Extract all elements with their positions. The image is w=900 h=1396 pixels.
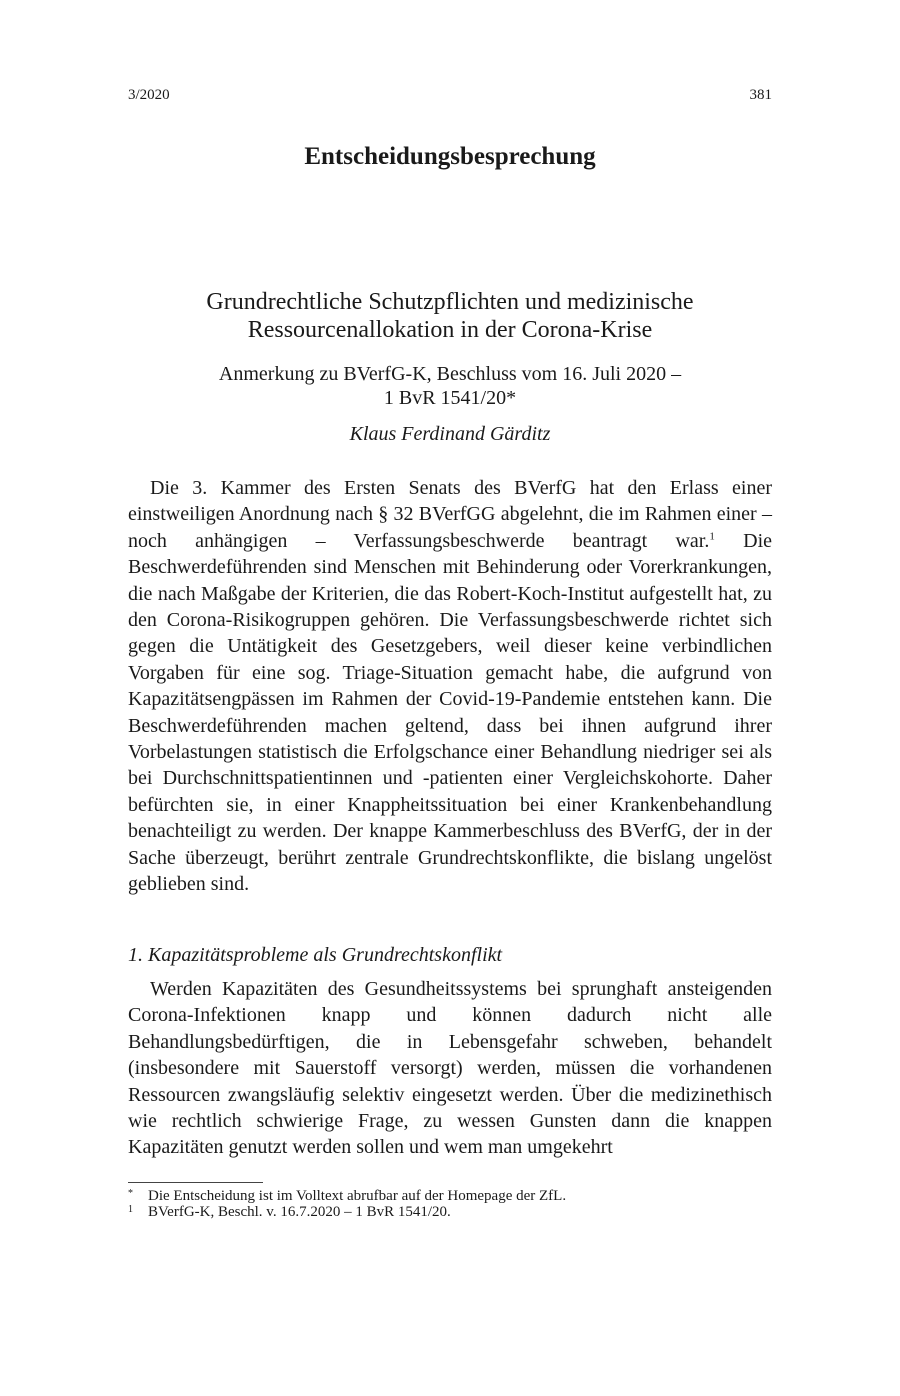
footnote-1 (128, 1204, 772, 1220)
footnote-star (128, 1188, 772, 1204)
running-header (128, 87, 772, 104)
author-name: Klaus Ferdinand Gärditz (349, 423, 551, 445)
footnotes (128, 1188, 772, 1220)
body-paragraph-2 (128, 976, 772, 1161)
paragraph-1-text-b: Die Beschwerdeführenden sind Menschen mit Behinderung oder Vorerkrankungen, die nach Maßgabe der Kriterien, die das Robert-Koch-Institut aufgestellt hat, zu den Corona-Risikogruppen gehören. Die Verfassungsbeschwerde richtet sich gegen die Untätigkeit des Gesetzgebers, weil dieser keine verbindlichen Vorgaben für eine sog. Triage-Situation gemacht habe, die aufgrund von Kapazitätsengpässen im Rahmen der Covid-19-Pandemie entstehen kann. Die Beschwerdeführenden machen geltend, dass bei ihnen aufgrund ihrer Vorbelastungen statistisch die Erfolgschance einer Behandlung niedriger sei als bei Durchschnittspatientinnen und -patienten einer Vergleichskohorte. Daher befürchten sie, in einer Knappheitssituation bei einer Krankenbehandlung benachteiligt zu werden. Der knappe Kammerbeschluss des BVerfG, der in der Sache überzeugt, berührt zentrale Grundrechtskonflikte, die bislang ungelöst geblieben sind. (128, 529, 772, 896)
footnote-text: BVerfG-K, Beschl. v. 16.7.2020 – 1 BvR 1541/20. (148, 1204, 451, 1220)
subsection-heading: 1. Kapazitätsprobleme als Grundrechtskonflikt (128, 944, 503, 966)
article-title (128, 288, 772, 344)
page-number: 381 (749, 87, 772, 103)
footnote-divider (128, 1182, 263, 1183)
body-paragraph-1 (128, 475, 772, 898)
issue-number: 3/2020 (128, 87, 170, 103)
article-subtitle-line-1: Anmerkung zu BVerfG-K, Beschluss vom 16. Juli 2020 – (218, 363, 682, 385)
footnote-mark: 1 (128, 1204, 133, 1215)
footnote-text: Die Entscheidung ist im Volltext abrufbar auf der Homepage der ZfL. (148, 1188, 567, 1204)
section-title: Entscheidungsbesprechung (304, 143, 596, 170)
article-title-line-2: Ressourcenallokation in der Corona-Krise (247, 317, 653, 343)
article-subtitle-line-2: 1 BvR 1541/20* (383, 387, 517, 409)
paragraph-1-text-a: Die 3. Kammer des Ersten Senats des BVerfG hat den Erlass einer einstweiligen Anordnung nach § 32 BVerfGG abgelehnt, die im Rahmen einer – noch anhängigen – Verfassungsbeschwerde beantragt war. (128, 477, 772, 552)
footnote-ref-1[interactable]: 1 (709, 530, 715, 543)
article-title-line-1: Grundrechtliche Schutzpflichten und medizinische (206, 289, 694, 315)
article-subtitle (128, 362, 772, 410)
paragraph-2-text: Werden Kapazitäten des Gesundheitssystems bei sprunghaft ansteigenden Corona-Infektionen knapp und können dadurch nicht alle Behandlungsbedürftigen, die in Lebensgefahr schweben, behandelt (insbesondere mit Sauerstoff versorgt) werden, müssen die vorhandenen Ressourcen zwangsläufig selektiv eingesetzt werden. Über die medizinethisch wie rechtlich schwierige Frage, zu wessen Gunsten dann die knappen Kapazitäten genutzt werden sollen und wem man umgekehrt (128, 978, 772, 1159)
footnote-mark: * (128, 1188, 133, 1199)
